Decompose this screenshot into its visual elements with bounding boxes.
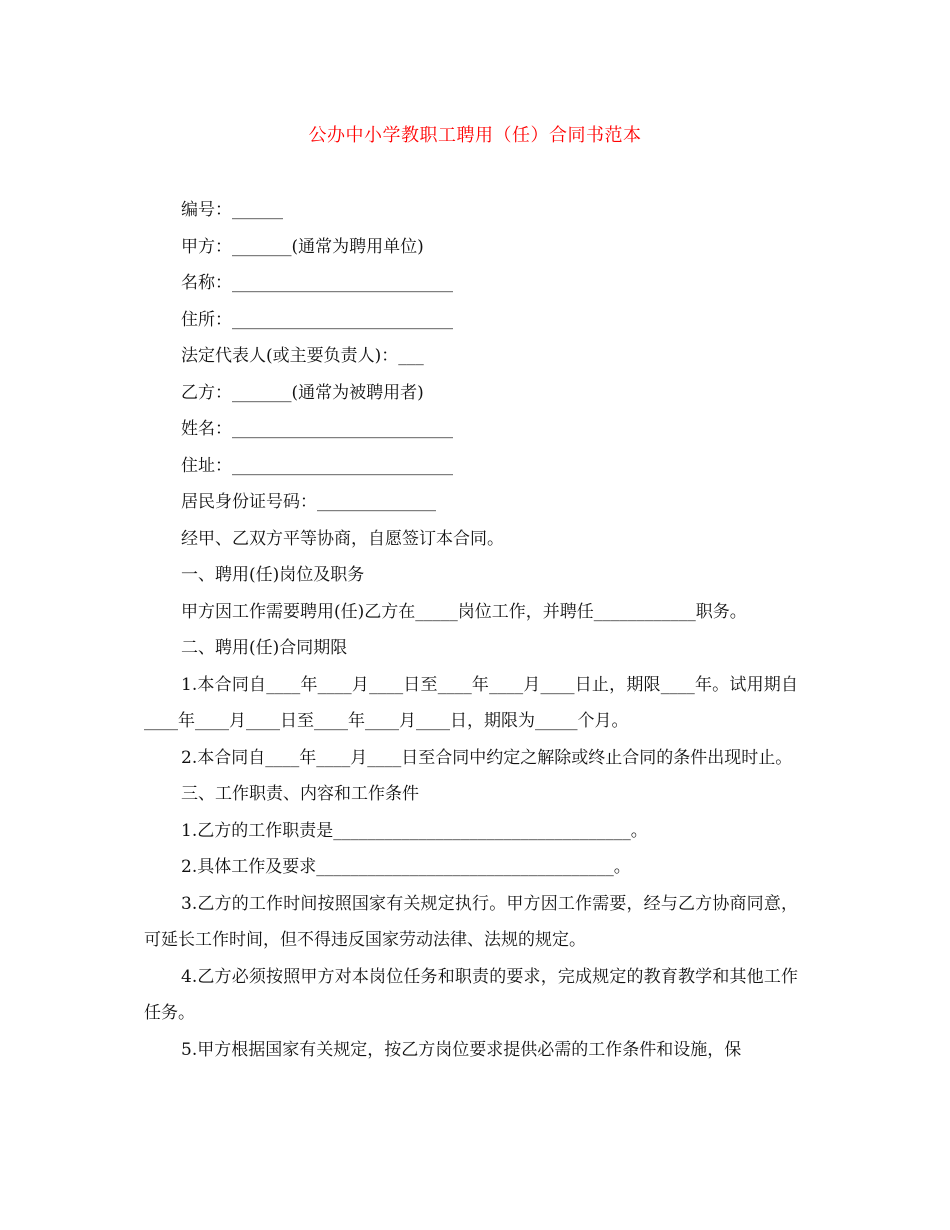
id-number-line: 居民身份证号码：______________	[181, 492, 436, 512]
duties-clause-5: 5.甲方根据国家有关规定，按乙方岗位要求提供必需的工作条件和设施，保	[181, 1039, 742, 1060]
party-a-line: 甲方：_______(通常为聘用单位)	[181, 236, 424, 257]
contract-number-line: 编号：______	[181, 200, 283, 220]
party-b-line: 乙方：_______(通常为被聘用者)	[181, 382, 424, 403]
section-heading-term: 二、聘用(任)合同期限	[181, 638, 348, 658]
term-clause-2: 2.本合同自____年____月____日至合同中约定之解除或终止合同的条件出现时止。	[181, 747, 793, 768]
term-clause-1: 1.本合同自____年____月____日至____年____月____日止，期限____年。试用期自____年____月____日至____年____月____日，期限为_____个月。	[144, 674, 799, 731]
party-b-address-line: 住址：__________________________	[181, 455, 453, 476]
section-heading-position: 一、聘用(任)岗位及职务	[181, 565, 365, 585]
party-a-name-line: 名称：__________________________	[181, 273, 453, 293]
section-heading-duties: 三、工作职责、内容和工作条件	[181, 784, 419, 804]
position-clause: 甲方因工作需要聘用(任)乙方在_____岗位工作，并聘任____________职务。	[181, 601, 747, 622]
agreement-statement: 经甲、乙双方平等协商，自愿签订本合同。	[181, 528, 504, 549]
duties-clause-3: 3.乙方的工作时间按照国家有关规定执行。甲方因工作需要，经与乙方协商同意，可延长工作时间，但不得违反国家劳动法律、法规的规定。	[144, 893, 798, 950]
duties-clause-2: 2.具体工作及要求___________________________________。	[181, 857, 631, 877]
document-body	[144, 192, 798, 1068]
document-title: 公办中小学教职工聘用（任）合同书范本	[308, 125, 642, 146]
duties-clause-4: 4.乙方必须按照甲方对本岗位任务和职责的要求，完成规定的教育教学和其他工作任务。	[144, 966, 798, 1023]
legal-representative-line: 法定代表人(或主要负责人)：___	[181, 346, 424, 366]
party-a-address-line: 住所：__________________________	[181, 309, 453, 330]
party-b-name-line: 姓名：__________________________	[181, 419, 453, 439]
duties-clause-1: 1.乙方的工作职责是___________________________________。	[181, 820, 648, 841]
